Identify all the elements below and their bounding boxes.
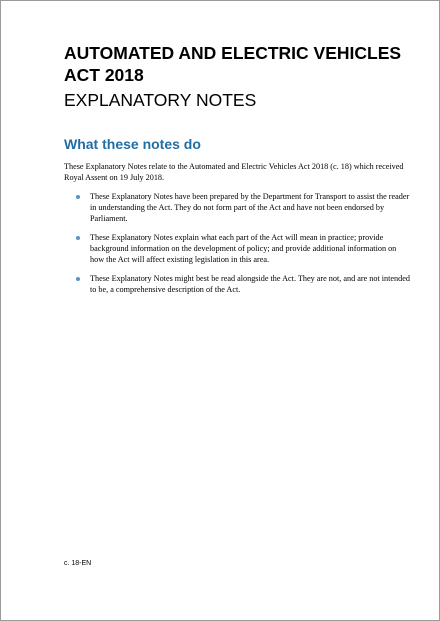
- bullet-dot-icon: [76, 277, 80, 281]
- bullet-list: [64, 191, 410, 303]
- bullet-item: [64, 232, 410, 265]
- section-heading: What these notes do: [64, 136, 201, 152]
- bullet-text: These Explanatory Notes have been prepared by the Department for Transport to assist the reader in understanding the Act. They do not form part of the Act and have not been endorsed by Parliament.: [90, 192, 410, 223]
- intro-paragraph: These Explanatory Notes relate to the Automated and Electric Vehicles Act 2018 (c. 18) which received Royal Assent on 19 July 2018.: [64, 162, 404, 182]
- document-title: AUTOMATED AND ELECTRIC VEHICLES ACT 2018: [64, 43, 402, 85]
- bullet-item: [64, 191, 410, 224]
- document-subtitle: EXPLANATORY NOTES: [64, 90, 257, 110]
- bullet-text: These Explanatory Notes might best be read alongside the Act. They are not, and are not intended to be, a comprehensive description of the Act.: [90, 274, 410, 294]
- bullet-item: [64, 273, 410, 295]
- bullet-text: These Explanatory Notes explain what each part of the Act will mean in practice; provide background information on the development of policy; and provide additional information on how the Act will affect existing legislation in this area.: [90, 233, 397, 264]
- footer-code: c. 18-EN: [64, 560, 92, 567]
- bullet-dot-icon: [76, 236, 80, 240]
- bullet-dot-icon: [76, 195, 80, 199]
